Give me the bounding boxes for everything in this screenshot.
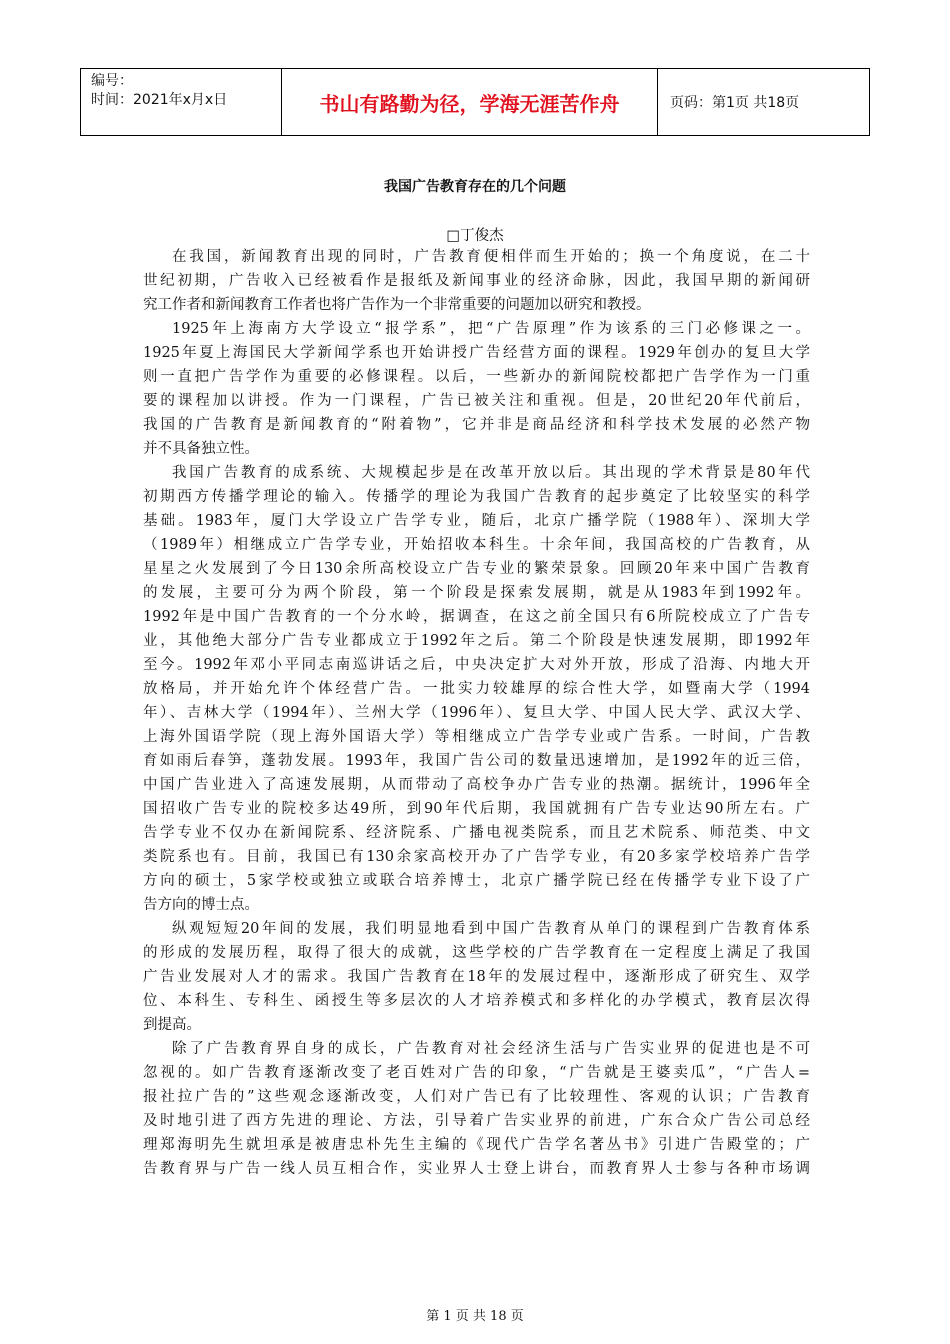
text-line: 我国广告教育的成系统、大规模起步是在改革开放以后。其出现的学术背景是80年代	[172, 465, 810, 481]
article-body	[143, 245, 810, 1181]
time-label: 时间：2021年x月x日	[91, 92, 228, 108]
text-line: 要的课程加以讲授。作为一门课程，广告已被关注和重视。但是，20世纪20年代前后，	[143, 393, 810, 409]
text-line: 年）、吉林大学（1994年）、兰州大学（1996年）、复旦大学、中国人民大学、武汉大学、	[143, 705, 810, 721]
text-line: 业，其他绝大部分广告专业都成立于1992年之后。第二个阶段是快速发展期，即1992年	[143, 633, 810, 649]
text-line: 类院系也有。目前，我国已有130余家高校开办了广告学专业，有20多家学校培养广告学	[143, 849, 810, 865]
text-line: 世纪初期，广告收入已经被看作是报纸及新闻事业的经济命脉，因此，我国早期的新闻研	[143, 273, 810, 289]
text-line: 放格局，并开始允许个体经营广告。一批实力较雄厚的综合性大学，如暨南大学（1994	[143, 681, 810, 697]
text-line: 告方向的博士点。	[143, 897, 259, 913]
text-line: 告学专业不仅办在新闻院系、经济院系、广播电视类院系，而且艺术院系、师范类、中文	[143, 825, 810, 841]
text-line: 则一直把广告学作为重要的必修课程。以后，一些新办的新闻院校都把广告学作为一门重	[143, 369, 810, 385]
text-line: 广告业发展对人才的需求。我国广告教育在18年的发展过程中，逐渐形成了研究生、双学	[143, 969, 810, 985]
text-line: 星星之火发展到了今日130余所高校设立广告专业的繁荣景象。回顾20年来中国广告教育	[143, 561, 810, 577]
text-line: 到提高。	[143, 1017, 201, 1033]
text-line: 位、本科生、专科生、函授生等多层次的人才培养模式和多样化的办学模式，教育层次得	[143, 993, 810, 1009]
text-line: 初期西方传播学理论的输入。传播学的理论为我国广告教育的起步奠定了比较坚实的科学	[143, 489, 810, 505]
text-line: 告教育界与广告一线人员互相合作，实业界人士登上讲台，而教育界人士参与各种市场调	[143, 1161, 810, 1177]
text-line: 至今。1992年邓小平同志南巡讲话之后，中央决定扩大对外开放，形成了沿海、内地大开	[143, 657, 810, 673]
motto-text: 书山有路勤为径，学海无涯苦作舟	[319, 91, 620, 116]
text-line: 基础。1983年，厦门大学设立广告学专业，随后，北京广播学院（1988年）、深圳大学	[143, 513, 810, 529]
text-line: 1992年是中国广告教育的一个分水岭，据调查，在这之前全国只有6所院校成立了广告专	[143, 609, 810, 625]
header-motto-cell	[282, 69, 658, 135]
text-line: 报社拉广告的”这些观念逐渐改变，人们对广告已有了比较理性、客观的认识；广告教育	[143, 1089, 810, 1105]
header-meta-cell	[81, 69, 282, 135]
article-author: □丁俊杰	[446, 228, 504, 244]
text-line: 中国广告业进入了高速发展期，从而带动了高校争办广告专业的热潮。据统计，1996年全	[143, 777, 810, 793]
text-line: 国招收广告专业的院校多达49所，到90年代后期，我国就拥有广告专业达90所左右。广	[143, 801, 810, 817]
text-line: 并不具备独立性。	[143, 441, 259, 457]
header-table	[80, 68, 870, 136]
text-line: 及时地引进了西方先进的理论、方法，引导着广告实业界的前进，广东合众广告公司总经	[143, 1113, 810, 1129]
text-line: （1989年）相继成立广告学专业，开始招收本科生。十余年间，我国高校的广告教育，从	[143, 537, 810, 553]
text-line: 的形成的发展历程，取得了很大的成就，这些学校的广告学教育在一定程度上满足了我国	[143, 945, 810, 961]
text-line: 的发展，主要可分为两个阶段，第一个阶段是探索发展期，就是从1983年到1992年。	[143, 585, 810, 601]
text-line: 1925年上海南方大学设立“报学系”，把“广告原理”作为该系的三门必修课之一。	[172, 321, 810, 337]
text-line: 纵观短短20年间的发展，我们明显地看到中国广告教育从单门的课程到广告教育体系	[172, 921, 810, 937]
text-line: 方向的硕士，5家学校或独立或联合培养博士，北京广播学院已经在传播学专业下设了广	[143, 873, 810, 889]
page-info: 页码：第1页 共18页	[670, 95, 800, 111]
number-label: 编号：	[91, 73, 133, 89]
text-line: 1925年夏上海国民大学新闻学系也开始讲授广告经营方面的课程。1929年创办的复旦大学	[143, 345, 810, 361]
text-line: 除了广告教育界自身的成长，广告教育对社会经济生活与广告实业界的促进也是不可	[172, 1041, 810, 1057]
text-line: 忽视的。如广告教育逐渐改变了老百姓对广告的印象，“广告就是王婆卖瓜”，“广告人=	[143, 1065, 810, 1081]
text-line: 上海外国语学院（现上海外国语大学）等相继成立广告学专业或广告系。一时间，广告教	[143, 729, 810, 745]
article-title: 我国广告教育存在的几个问题	[384, 179, 566, 195]
text-line: 究工作者和新闻教育工作者也将广告作为一个非常重要的问题加以研究和教授。	[143, 297, 651, 313]
header-page-cell	[658, 69, 869, 135]
text-line: 在我国，新闻教育出现的同时，广告教育便相伴而生开始的；换一个角度说，在二十	[172, 249, 810, 265]
text-line: 我国的广告教育是新闻教育的“附着物”，它并非是商品经济和科学技术发展的必然产物	[143, 417, 810, 433]
text-line: 理郑海明先生就坦承是被唐忠朴先生主编的《现代广告学名著丛书》引进广告殿堂的；广	[143, 1137, 810, 1153]
page-footer: 第 1 页 共 18 页	[426, 1309, 524, 1324]
text-line: 育如雨后春笋，蓬勃发展。1993年，我国广告公司的数量迅速增加，是1992年的近三倍，	[143, 753, 810, 769]
